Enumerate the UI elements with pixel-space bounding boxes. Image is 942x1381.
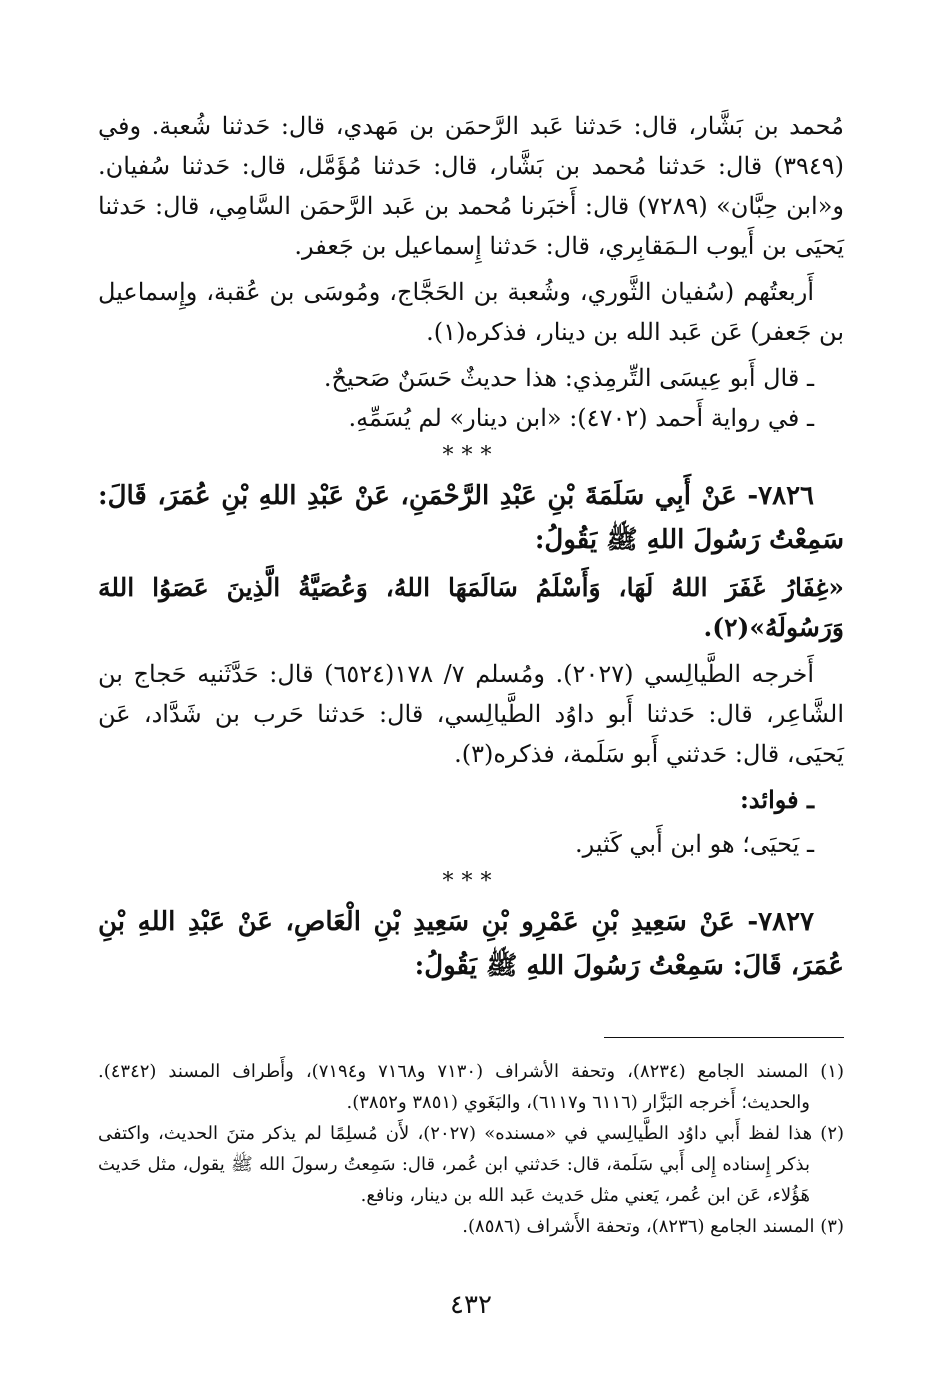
footnote-3: (٣) المسند الجامع (٨٢٣٦)، وتحفة الأَشراف (٨٥٨٦). (462, 1216, 844, 1237)
hadith-7827: ٧٨٢٧- عَنْ سَعِيدِ بْنِ عَمْرِو بْنِ سَعِيدِ بْنِ الْعَاصِ، عَنْ عَبْدِ اللهِ بْنِ عُمَرَ، قَالَ: سَمِعْتُ رَسُولَ اللهِ ﷺ يَقُولُ: (98, 907, 844, 981)
footnote-1: (١) المسند الجامع (٨٢٣٤)، وتحفة الأشراف (٧١٣٠ و٧١٦٨ و٧١٩٤)، وأَطراف المسند (٤٣٤٢). والحديث؛ أَخرجه البَزَّار (٦١١٦ و٦١١٧)، والبَغَوي (٣٨٥١ و٣٨٥٢). (98, 1061, 844, 1113)
paragraph-isnad: مُحمد بن بَشَّار، قال: حَدثنا عَبد الرَّحمَن بن مَهدي، قال: حَدثنا شُعبة. وفي (٣٩٤٩) قال: حَدثنا مُحمد بن بَشَّار، قال: حَدثنا مُؤَمَّل، قال: حَدثنا سُفيان. و«ابن حِبَّان» (٧٢٨٩) قال: أَخبَرنا مُحمد بن عَبد الرَّحمَن السَّامِي، قال: حَدثنا يَحيَى بن أَيوب الـمَقابِري، قال: حَدثنا إِسماعيل بن جَعفر. (98, 112, 844, 260)
paragraph-four-narrators: أَربعتُهم (سُفيان الثَّوري، وشُعبة بن الحَجَّاج، ومُوسَى بن عُقبة، وإِسماعيل بن جَعفر) عَن عَبد الله بن دينار، فذكره(١). (98, 278, 844, 346)
tirmidhi-note: ـ قال أَبو عِيسَى التِّرمِذي: هذا حديثٌ حَسَنٌ صَحيحٌ. (323, 364, 814, 392)
footnote-2: (٢) هذا لفظ أَبي داوُد الطَّيالِسي في «مسنده» (٢٠٢٧)، لأَن مُسلِمًا لم يذكر متنَ الحديث، واكتفى بذكر إِسناده إِلى أَبي سَلَمة، قال: حَدثني ابن عُمر، قال: سَمِعتُ رسولَ الله ﷺ يقول، مثل حَديث هَؤُلاء، عَن ابن عُمر، يَعني مثل حَديث عَبد الله بن دينار، ونافع. (98, 1123, 845, 1206)
fawaid-heading: ـ فوائد: (739, 785, 814, 814)
separator-stars-2: *** (442, 869, 500, 894)
footnote-divider (604, 1037, 844, 1038)
paragraph-takhrij: أَخرجه الطَّيالِسي (٢٠٢٧). ومُسلم ٧/ ١٧٨(٦٥٢٤) قال: حَدَّثَنيه حَجاج بن الشَّاعِر، قال: حَدثنا أَبو داوُد الطَّيالِسي، قال: حَدثنا حَرب بن شَدَّاد، عَن يَحيَى، قال: حَدثني أَبو سَلَمة، فذكره(٣). (98, 660, 844, 768)
hadith-7826-matn: «غِفَارُ غَفَرَ اللهُ لَهَا، وَأَسْلَمُ سَالَمَهَا اللهُ، وَعُصَيَّةُ الَّذِينَ عَصَوُا اللهَ وَرَسُولَهُ»(٢). (98, 573, 844, 642)
hadith-7826: ٧٨٢٦- عَنْ أَبِي سَلَمَةَ بْنِ عَبْدِ الرَّحْمَنِ، عَنْ عَبْدِ اللهِ بْنِ عُمَرَ، قَالَ: سَمِعْتُ رَسُولَ اللهِ ﷺ يَقُولُ: (98, 481, 844, 555)
page-number: ٤٣٢ (450, 1290, 492, 1320)
main-text (98, 106, 844, 994)
separator-stars: *** (442, 443, 500, 468)
footnotes (98, 1056, 844, 1242)
ahmad-note: ـ في رواية أَحمد (٤٧٠٢): «ابن دينار» لم يُسَمِّهِ. (348, 404, 814, 432)
yahya-note: ـ يَحيَى؛ هو ابن أَبي كَثير. (574, 830, 814, 858)
